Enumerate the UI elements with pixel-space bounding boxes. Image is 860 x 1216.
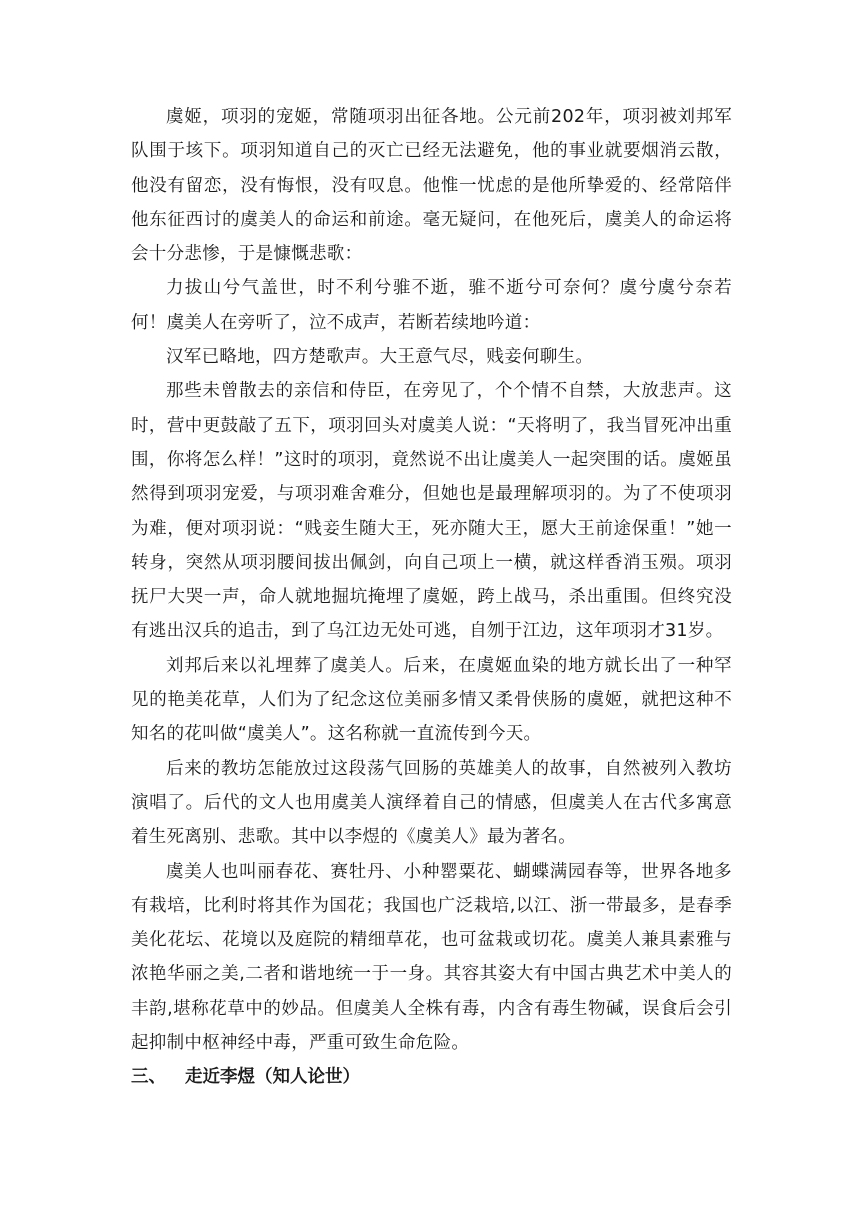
- paragraph-yuji-reply-poem: 汉军已略地，四方楚歌声。大王意气尽，贱妾何聊生。: [166, 347, 594, 368]
- paragraph-yuji-intro: 虞姬，项羽的宠姬，常随项羽出征各地。公元前202年，项羽被刘邦军队围于垓下。项羽知道自己的灭亡已经无法避免，他的事业就要烟消云散，他没有留恋，没有悔恨，没有叹息。他惟一忧虑的是他所挚爱的、经常陪伴他东征西讨的虞美人的命运和前途。毫无疑问，在他死后，虞美人的命运将会十分悲惨，于是慷慨悲歌：: [131, 107, 732, 265]
- section-title: 走近李煜（知人论世）: [185, 1067, 360, 1088]
- paragraph-gaixia-song: 力拔山兮气盖世，时不利兮骓不逝，骓不逝兮可奈何？虞兮虞兮奈若何！虞美人在旁听了，泣不成声，若断若续地吟道：: [131, 278, 732, 333]
- paragraph-jiaofang: 后来的教坊怎能放过这段荡气回肠的英雄美人的故事，自然被列入教坊演唱了。后代的文人也用虞美人演绎着自己的情感，但虞美人在古代多寓意着生死离别、悲歌。其中以李煜的《虞美人》最为著名。: [131, 758, 732, 848]
- paragraph-flower-description: 虞美人也叫丽春花、赛牡丹、小种罂粟花、蝴蝶满园春等，世界各地多有栽培，比利时将其作为国花；我国也广泛栽培,以江、浙一带最多，是春季美化花坛、花境以及庭院的精细草花，也可盆栽或切花。虞美人兼具素雅与浓艳华丽之美,二者和谐地统一于一身。其容其姿大有中国古典艺术中美人的丰韵,堪称花草中的妙品。但虞美人全株有毒，内含有毒生物碱，误食后会引起抑制中枢神经中毒，严重可致生命危险。: [131, 861, 732, 1054]
- section-heading: [131, 1060, 732, 1094]
- paragraph-farewell: 那些未曾散去的亲信和侍臣，在旁见了，个个情不自禁，大放悲声。这时，营中更鼓敲了五下，项羽回头对虞美人说：“天将明了，我当冒死冲出重围，你将怎么样！”这时的项羽，竟然说不出让虞美人一起突围的话。虞姬虽然得到项羽宠爱，与项羽难舍难分，但她也是最理解项羽的。为了不使项羽为难，便对项羽说：“贱妾生随大王，死亦随大王，愿大王前途保重！”她一转身，突然从项羽腰间拔出佩剑，向自己项上一横，就这样香消玉殒。项羽抚尸大哭一声，命人就地掘坑掩埋了虞姬，跨上战马，杀出重围。但终究没有逃出汉兵的追击，到了乌江边无处可逃，自刎于江边，这年项羽才31岁。: [131, 381, 732, 642]
- section-number: 三、: [131, 1067, 166, 1088]
- paragraph-flower-origin: 刘邦后来以礼埋葬了虞美人。后来，在虞姬血染的地方就长出了一种罕见的艳美花草，人们为了纪念这位美丽多情又柔骨侠肠的虞姬，就把这种不知名的花叫做“虞美人”。这名称就一直流传到今天。: [131, 655, 732, 745]
